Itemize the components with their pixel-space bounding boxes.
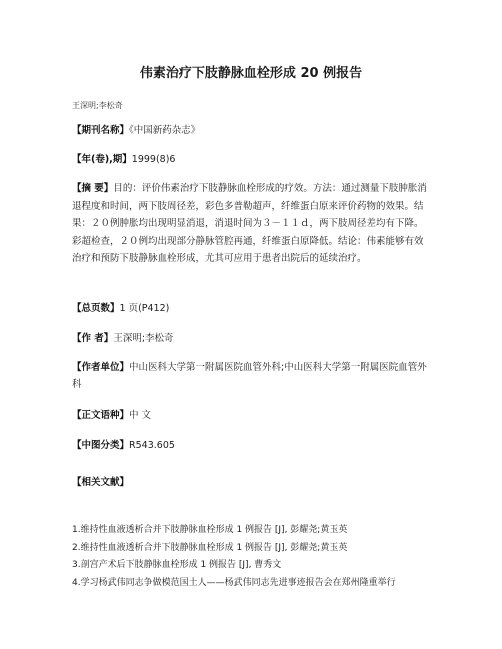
affiliation-field xyxy=(72,359,432,393)
pages-field xyxy=(72,300,432,317)
authors-label: 【作 者】 xyxy=(72,333,114,344)
pages-value: 1 页(P412) xyxy=(119,303,170,314)
year-value: 1999(8)6 xyxy=(131,154,176,165)
classification-field xyxy=(72,437,432,454)
abstract-label: 【摘 要】 xyxy=(72,183,114,194)
language-value: 中 文 xyxy=(129,410,152,421)
classification-label: 【中图分类】 xyxy=(72,440,130,451)
pages-label: 【总页数】 xyxy=(72,303,120,314)
list-item[interactable]: 4.学习杨武伟同志争做模范国土人——杨武伟同志先进事迹报告会在郑州隆重举行 xyxy=(72,577,396,588)
related-label: 【相关文献】 xyxy=(72,477,130,488)
list-item[interactable]: 1.维持性血液透析合并下肢静脉血栓形成 1 例报告 [J], 彭耀尧;黄玉英 xyxy=(72,525,348,535)
abstract-text: 目的：评价伟素治疗下肢静脉血栓形成的疗效。方法：通过测量下肢肿胀消退程度和时间，两下肢周径差，彩色多普勒超声，纤维蛋白原来评价药物的效果。结果：２０例肿胀均出现明显消退，消退时间为３－１１ｄ，两下肢周径差均有下降。彩超检查，２０例均出现部分静脉管腔再通，纤维蛋白原降低。结论：伟素能够有效治疗和预防下肢静脉血栓形成，尤其可应用于患者出院后的延续治疗。 xyxy=(72,183,427,264)
list-item[interactable]: 2.维持性血液透析合并下肢静脉血栓形成 1 例报告 [J], 彭耀尧;黄玉英 xyxy=(72,542,348,553)
year-label: 【年(卷),期】 xyxy=(72,154,132,165)
authors-field xyxy=(72,330,432,347)
related-field xyxy=(72,474,432,491)
journal-field xyxy=(72,122,432,139)
language-label: 【正文语种】 xyxy=(72,410,130,421)
journal-label: 【期刊名称】 xyxy=(72,125,130,136)
affiliation-label: 【作者单位】 xyxy=(72,362,130,373)
language-field xyxy=(72,407,432,424)
abstract-field xyxy=(72,180,432,268)
year-field xyxy=(72,151,432,168)
journal-value: 《中国新药杂志》 xyxy=(129,125,201,136)
article-title: 伟素治疗下肢静脉血栓形成 20 例报告 xyxy=(139,66,363,81)
author-line: 王深明;李松奇 xyxy=(72,101,123,110)
reference-list xyxy=(72,522,442,592)
list-item[interactable]: 3.剖宫产术后下肢静脉血栓形成 1 例报告 [J], 曹秀文 xyxy=(72,560,282,570)
affiliation-value: 中山医科大学第一附属医院血管外科;中山医科大学第一附属医院血管外科 xyxy=(72,362,427,390)
authors-value: 王深明;李松奇 xyxy=(113,333,174,344)
classification-value: R543.605 xyxy=(129,440,175,451)
